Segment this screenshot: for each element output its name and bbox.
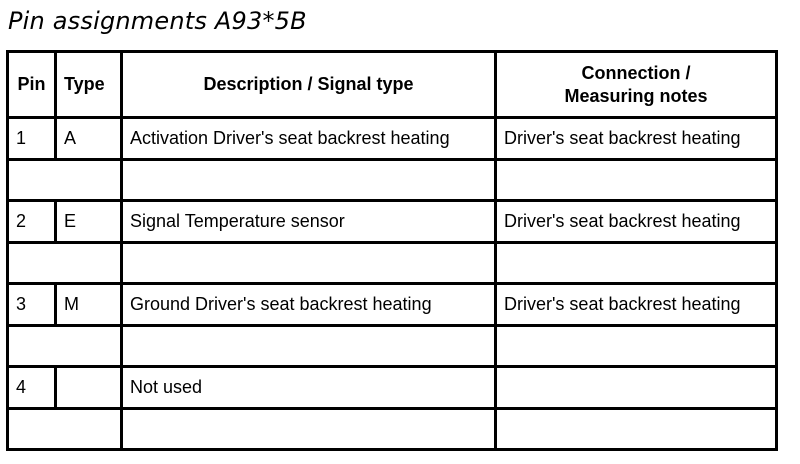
header-connection [497, 53, 778, 119]
cell-description: Signal Temperature sensor [123, 202, 497, 244]
cell-connection: Driver's seat backrest heating [497, 202, 778, 244]
cell-connection [497, 244, 778, 285]
cell-connection [497, 410, 778, 451]
cell-connection: Driver's seat backrest heating [497, 119, 778, 161]
header-description: Description / Signal type [123, 53, 497, 119]
page-title: Pin assignments A93*5B [8, 7, 307, 35]
cell-description: Ground Driver's seat backrest heating [123, 285, 497, 327]
table-row-blank [9, 327, 778, 368]
cell-connection: Driver's seat backrest heating [497, 285, 778, 327]
table-row [9, 119, 778, 161]
header-pin: Pin [9, 53, 57, 119]
cell-type [57, 368, 123, 410]
cell-description [123, 327, 497, 368]
cell-pin: 2 [9, 202, 57, 244]
cell-description: Not used [123, 368, 497, 410]
cell-connection [497, 327, 778, 368]
table-row [9, 202, 778, 244]
cell-description [123, 244, 497, 285]
cell-description [123, 161, 497, 202]
table-row-blank [9, 410, 778, 451]
cell-type: A [57, 119, 123, 161]
cell-pin: 3 [9, 285, 57, 327]
cell-pin-type-blank [9, 327, 123, 368]
cell-pin-type-blank [9, 244, 123, 285]
cell-description [123, 410, 497, 451]
cell-pin: 4 [9, 368, 57, 410]
cell-description: Activation Driver's seat backrest heating [123, 119, 497, 161]
header-connection-line2: Measuring notes [564, 85, 708, 106]
cell-pin-type-blank [9, 161, 123, 202]
header-connection-line1: Connection / [581, 62, 691, 83]
pin-assignment-table [6, 50, 778, 451]
table-row [9, 285, 778, 327]
table-row-blank [9, 161, 778, 202]
cell-pin: 1 [9, 119, 57, 161]
cell-type: M [57, 285, 123, 327]
table-header-row [9, 53, 778, 119]
cell-pin-type-blank [9, 410, 123, 451]
table-row-blank [9, 244, 778, 285]
cell-connection [497, 368, 778, 410]
table-row [9, 368, 778, 410]
header-type: Type [57, 53, 123, 119]
cell-connection [497, 161, 778, 202]
cell-type: E [57, 202, 123, 244]
